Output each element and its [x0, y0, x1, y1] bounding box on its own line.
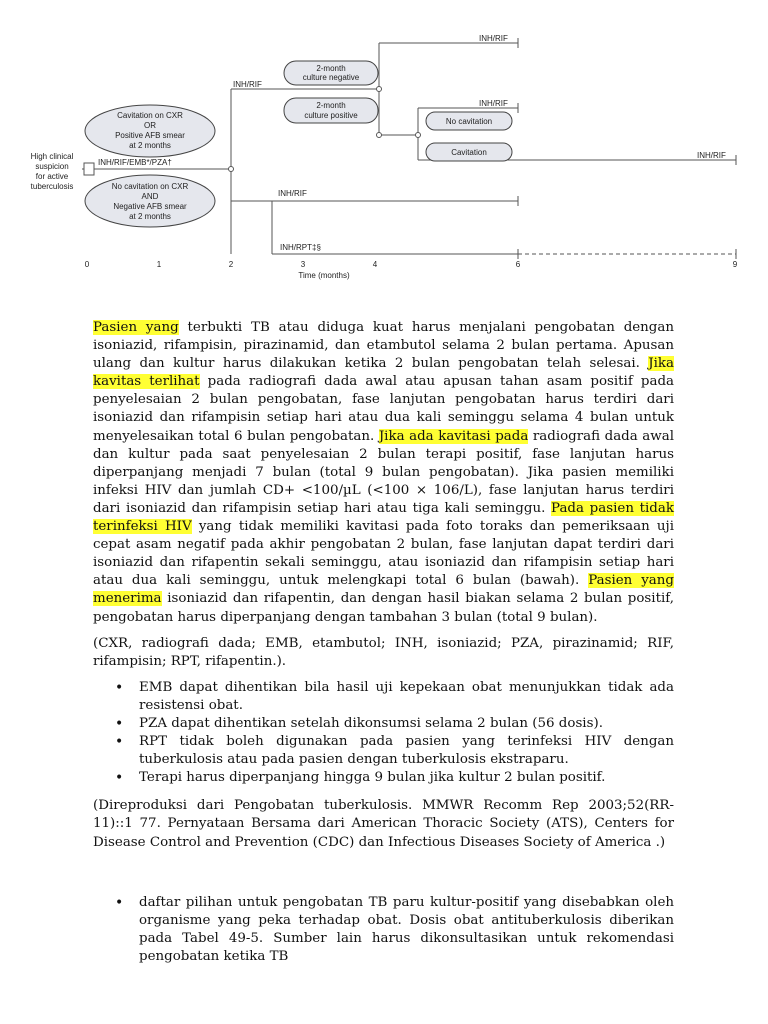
list-item: • daftar pilihan untuk pengobatan TB paru kultur-positif yang disebabkan oleh organisme yang peka terhadap obat. Dosis obat antituberkulosis diberikan pada Tabel 49-5. Sumber lain harus dikonsultasikan untuk rekomendasi pengobatan ketika TB — [139, 894, 674, 966]
culture-negative-text-1: 2-month — [316, 64, 346, 73]
left-label-3: for active — [35, 172, 69, 181]
cavitation-text-4: at 2 months — [129, 141, 171, 150]
paragraph-text: radiografi dada awal dan kultur pada saat penyelesaian 2 bulan terapi positif, fase lanjutan harus diperpanjang menjadi 7 bulan (total 9 bulan pengobatan). Jika pasien memiliki infeksi HIV dan jumlah CD+ <100/µL (<100 × 106/L), fase lanjutan harus terdiri dari isoniazid dan rifampisin setiap hari atau tiga kali seminggu. — [93, 428, 674, 516]
no-cavitation-text-3: Negative AFB smear — [113, 202, 187, 211]
culture-positive-text-2: culture positive — [304, 111, 358, 120]
footnote-list — [93, 679, 674, 788]
cavitation-label: Cavitation — [451, 148, 487, 157]
highlighted-text: Pada pasien tidak terinfeksi HIV — [93, 500, 674, 535]
long-regimen-label: INH/RIF — [697, 151, 726, 160]
initial-regimen-label: INH/RIF/EMB*/PZA† — [98, 158, 172, 167]
paragraph-source: (Direproduksi dari Pengobatan tuberkulosis. MMWR Recomm Rep 2003;52(RR-11)::1 77. Pernyataan Bersama dari American Thoracic Society (ATS), Centers for Disease Control and Prevention (CDC) dan Infectious Diseases Society of America .) — [93, 798, 674, 850]
paragraph-abbreviations: (CXR, radiografi dada; EMB, etambutol; INH, isoniazid; PZA, pirazinamid; RIF, rifampisin; RPT, rifapentin.). — [93, 635, 674, 669]
paragraph-text: terbukti TB atau diduga kuat harus menjalani pengobatan dengan isoniazid, rifampisin, pirazinamid, dan etambutol selama 2 bulan pertama. Apusan ulang dan kultur harus dilakukan ketika 2 bulan pengobatan telah selesai. — [93, 320, 674, 372]
time-axis-label: Time (months) — [298, 271, 350, 280]
cavitation-text-3: Positive AFB smear — [115, 131, 185, 140]
cavitation-text-1: Cavitation on CXR — [117, 111, 183, 120]
list-item: • EMB dapat dihentikan bila hasil uji kepekaan obat menunjukkan tidak ada resistensi obat. — [139, 679, 674, 715]
node-dot — [416, 133, 421, 138]
no-cavitation-text-2: AND — [141, 192, 159, 201]
left-label-1: High clinical — [30, 152, 74, 161]
cavitation-text-2: OR — [144, 121, 156, 130]
treatment-flowchart — [0, 0, 768, 290]
time-tick: 3 — [300, 260, 306, 269]
node-dot — [377, 87, 382, 92]
time-axis-ticks — [85, 260, 738, 269]
mid-regimen-label: INH/RIF — [479, 99, 508, 108]
options-list — [93, 894, 674, 966]
top-regimen-label: INH/RIF — [479, 34, 508, 43]
paragraph-text: isoniazid dan rifapentin, dan dengan hasil biakan selama 2 bulan positif, pengobatan harus diperpanjang dengan tambahan 3 bulan (total 9 bulan). — [93, 591, 674, 625]
highlighted-text: Pasien yang menerima — [93, 573, 674, 607]
left-label-2: suspicion — [35, 162, 69, 171]
no-cavitation-text-1: No cavitation on CXR — [111, 182, 189, 191]
culture-positive-text-1: 2-month — [316, 101, 346, 110]
spacer — [93, 860, 674, 894]
time-tick: 0 — [84, 260, 90, 269]
no-cavitation-label: No cavitation — [445, 117, 493, 126]
time-tick: 1 — [156, 260, 162, 269]
list-item: • RPT tidak boleh digunakan pada pasien yang terinfeksi HIV dengan tuberkulosis atau pada pasien dengan tuberkulosis ekstraparu. — [139, 733, 674, 769]
no-cavitation-text-4: at 2 months — [129, 212, 171, 221]
left-label-4: tuberculosis — [30, 182, 74, 191]
node-dot — [377, 133, 382, 138]
paragraph-text: yang tidak memiliki kavitasi pada foto toraks dan pemeriksaan uji cepat asam negatif pada akhir pengobatan 2 bulan, fase lanjutan dapat terdiri dari isoniazid dan rifapentin sekali seminggu, atau isoniazid dan rifampisin setiap hari atau dua kali seminggu, untuk melengkapi total 6 bulan (bawah). — [93, 519, 674, 589]
highlighted-text: Jika ada kavitasi pada — [378, 428, 529, 444]
start-node — [84, 163, 94, 175]
flowchart-svg — [0, 0, 768, 290]
culture-negative-text-2: culture negative — [302, 73, 360, 82]
highlighted-text: Pasien yang — [93, 320, 179, 335]
paragraph-main — [93, 319, 674, 627]
time-tick: 9 — [732, 260, 738, 269]
list-item: • Terapi harus diperpanjang hingga 9 bulan jika kultur 2 bulan positif. — [139, 769, 674, 787]
time-tick: 2 — [228, 260, 234, 269]
lower-regimen-2-label: INH/RPT‡§ — [280, 243, 321, 252]
document-body — [93, 319, 674, 976]
highlighted-text: Jika kavitas terlihat — [93, 356, 674, 390]
node-dot — [229, 167, 234, 172]
list-item: • PZA dapat dihentikan setelah dikonsumsi selama 2 bulan (56 dosis). — [139, 715, 674, 733]
time-tick: 6 — [515, 260, 521, 269]
paragraph-text: pada radiografi dada awal atau apusan tahan asam positif pada penyelesaian 2 bulan pengobatan, fase lanjutan pengobatan harus terdiri dari isoniazid dan rifampisin setiap hari atau dua kali seminggu selama 4 bulan untuk menyelesaikan total 6 bulan pengobatan. — [93, 374, 674, 444]
time-tick: 4 — [372, 260, 378, 269]
upper-branch-label: INH/RIF — [233, 80, 262, 89]
lower-regimen-1-label: INH/RIF — [278, 189, 307, 198]
